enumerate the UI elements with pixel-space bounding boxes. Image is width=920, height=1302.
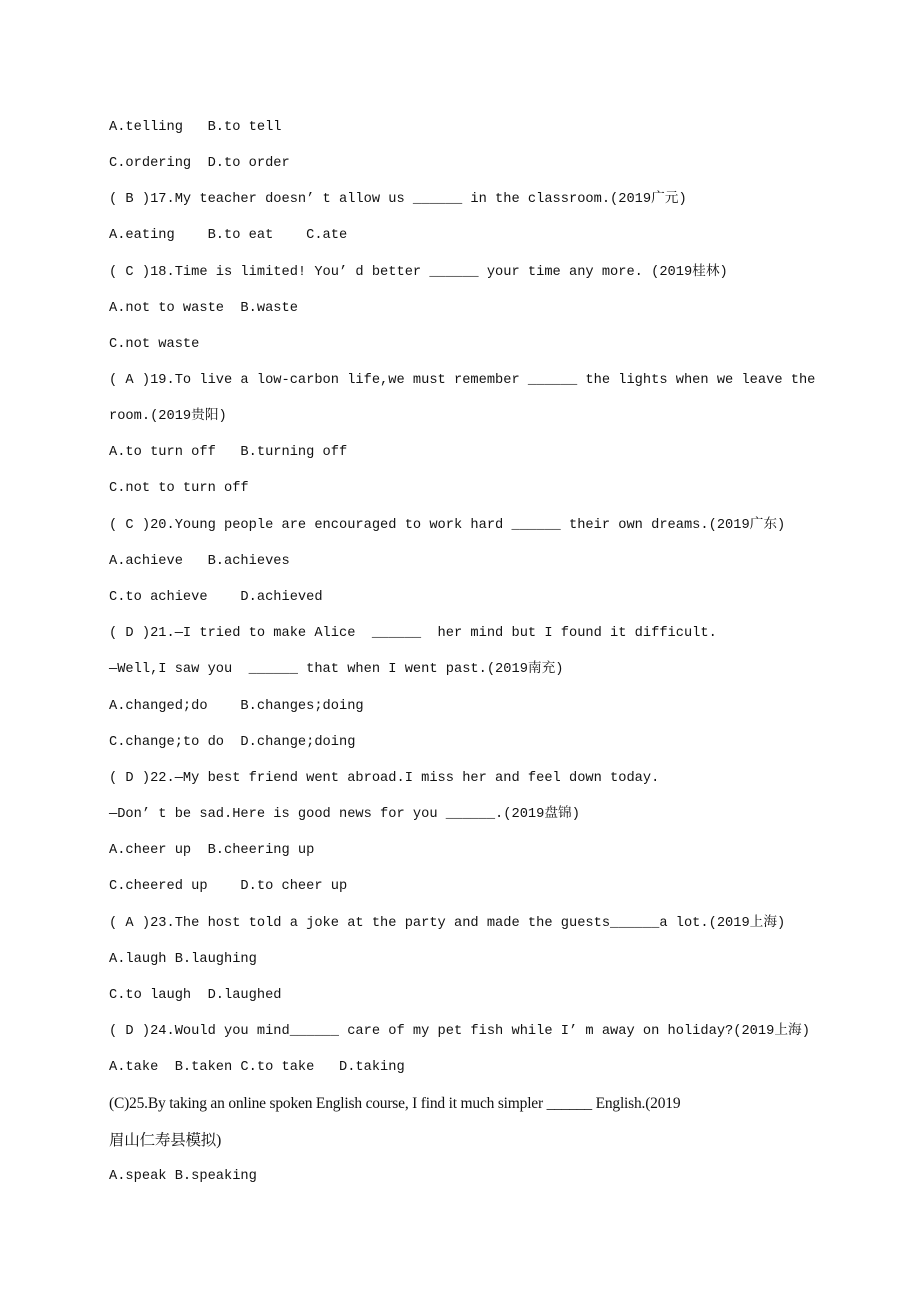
option-line: A.speak B.speaking (109, 1169, 257, 1184)
option-line: A.changed;do B.changes;doing (109, 699, 364, 714)
question-25-continued: 眉山仁寿县模拟) (109, 1132, 222, 1149)
option-line: C.to laugh D.laughed (109, 988, 282, 1003)
question-19: ( A )19.To live a low-carbon life,we must remember ______ the lights when we leave the (109, 373, 816, 388)
option-line: A.to turn off B.turning off (109, 445, 348, 460)
option-line: A.take B.taken C.to take D.taking (109, 1060, 405, 1075)
question-22: ( D )22.—My best friend went abroad.I miss her and feel down today. (109, 771, 660, 786)
option-line: A.eating B.to eat C.ate (109, 228, 348, 243)
question-21: ( D )21.—I tried to make Alice ______ her mind but I found it difficult. (109, 626, 717, 641)
option-line: C.ordering D.to order (109, 156, 290, 171)
option-line: C.to achieve D.achieved (109, 590, 323, 605)
option-line: C.cheered up D.to cheer up (109, 879, 348, 894)
option-line: A.achieve B.achieves (109, 554, 290, 569)
question-23: ( A )23.The host told a joke at the party and made the guests______a lot.(2019上海) (109, 916, 786, 931)
question-21-reply: —Well,I saw you ______ that when I went past.(2019南充) (109, 662, 564, 677)
option-line: C.change;to do D.change;doing (109, 735, 356, 750)
option-line: A.not to waste B.waste (109, 301, 298, 316)
question-20: ( C )20.Young people are encouraged to work hard ______ their own dreams.(2019广东) (109, 518, 786, 533)
question-19-continued: room.(2019贵阳) (109, 409, 227, 424)
option-line: A.cheer up B.cheering up (109, 843, 315, 858)
question-18: ( C )18.Time is limited! You’ d better ______ your time any more. (2019桂林) (109, 265, 728, 280)
option-line: A.telling B.to tell (109, 120, 282, 135)
option-line: A.laugh B.laughing (109, 952, 257, 967)
option-line: C.not to turn off (109, 481, 249, 496)
question-22-reply: —Don’ t be sad.Here is good news for you ______.(2019盘锦) (109, 807, 580, 822)
question-17: ( B )17.My teacher doesn’ t allow us ______ in the classroom.(2019广元) (109, 192, 687, 207)
question-24: ( D )24.Would you mind______ care of my pet fish while I’ m away on holiday?(2019上海) (109, 1024, 810, 1039)
option-line: C.not waste (109, 337, 200, 352)
question-25: (C)25.By taking an online spoken English course, I find it much simpler ______ English.(2019 (109, 1095, 681, 1112)
